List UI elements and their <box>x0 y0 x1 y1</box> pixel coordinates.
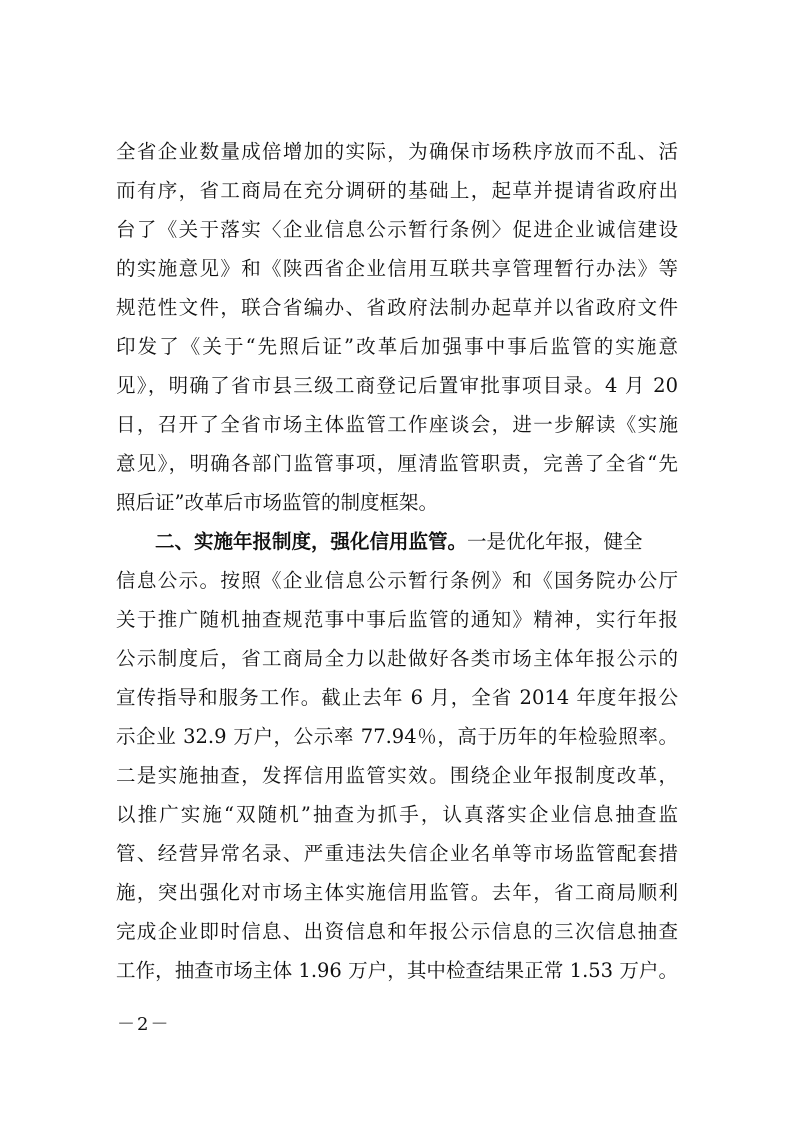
page-number: －2－ <box>117 1014 171 1035</box>
text-line: 以推广实施“双随机”抽查为抓手，认真落实企业信息抽查监 <box>116 803 678 826</box>
text-line: 关于推广随机抽查规范事中事后监管的通知》精神，实行年报 <box>116 608 678 631</box>
text-line: 示企业 32.9 万户，公示率 77.94％，高于历年的年检验照率。 <box>116 725 678 748</box>
text-line: 施，突出强化对市场主体实施信用监管。去年，省工商局顺利 <box>116 881 678 904</box>
text-line: 见》，明确了省市县三级工商登记后置审批事项目录。4 月 20 <box>116 374 678 397</box>
text-line: 印发了《关于“先照后证”改革后加强事中事后监管的实施意 <box>116 335 678 358</box>
text-line: 全省企业数量成倍增加的实际，为确保市场秩序放而不乱、活 <box>116 140 678 163</box>
paragraph-2-first-line <box>116 522 678 561</box>
text-span: 一是优化年报，健全 <box>467 530 643 553</box>
paragraph-1 <box>116 132 678 522</box>
text-line: 信息公示。按照《企业信息公示暂行条例》和《国务院办公厅 <box>116 569 678 592</box>
text-line: 台了《关于落实〈企业信息公示暂行条例〉促进企业诚信建设 <box>116 218 678 241</box>
text-line: 意见》，明确各部门监管事项，厘清监管职责，完善了全省“先 <box>116 452 678 475</box>
document-body <box>116 132 678 990</box>
text-line: 工作，抽查市场主体 1.96 万户，其中检查结果正常 1.53 万户。 <box>116 959 678 982</box>
text-line: 宣传指导和服务工作。截止去年 6 月，全省 2014 年度年报公 <box>116 686 678 709</box>
section-heading: 二、实施年报制度，强化信用监管。 <box>155 530 468 553</box>
text-line: 二是实施抽查，发挥信用监管实效。围绕企业年报制度改革， <box>116 764 678 787</box>
text-line: 规范性文件，联合省编办、省政府法制办起草并以省政府文件 <box>116 296 678 319</box>
text-line: 管、经营异常名录、严重违法失信企业名单等市场监管配套措 <box>116 842 678 865</box>
text-line: 的实施意见》和《陕西省企业信用互联共享管理暂行办法》等 <box>116 257 678 280</box>
text-line: 公示制度后，省工商局全力以赴做好各类市场主体年报公示的 <box>116 647 678 670</box>
text-line: 照后证”改革后市场监管的制度框架。 <box>116 491 438 514</box>
text-line: 完成企业即时信息、出资信息和年报公示信息的三次信息抽查 <box>116 920 678 943</box>
paragraph-2 <box>116 522 678 990</box>
text-line: 日，召开了全省市场主体监管工作座谈会，进一步解读《实施 <box>116 413 678 436</box>
text-line: 而有序，省工商局在充分调研的基础上，起草并提请省政府出 <box>116 179 678 202</box>
